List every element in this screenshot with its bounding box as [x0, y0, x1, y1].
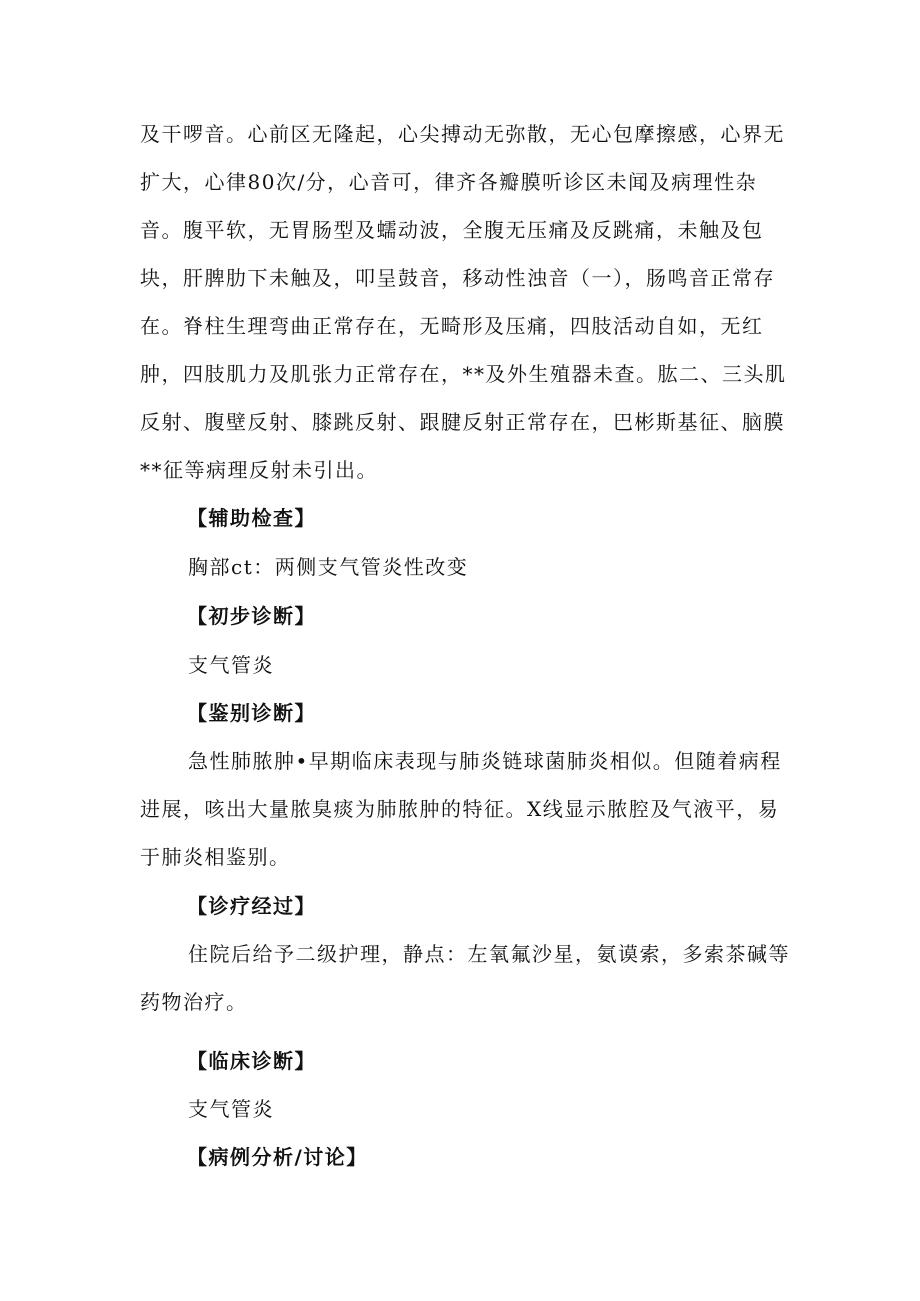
aux-exam-text: 胸部ct：两侧支气管炎性改变: [188, 555, 469, 579]
aux-exam-heading: 【辅助检查】: [187, 506, 316, 530]
physical-exam-paragraph: 及干啰音。心前区无隆起，心尖搏动无弥散，无心包摩擦感，心界无扩大，心律80次/分，心音可，律齐各瓣膜听诊区未闻及病理性杂音。腹平软，无胃肠型及蠕动波，全腹无压痛及反跳痛，未触及包块，肝脾肋下未触及，叩呈鼓音，移动性浊音（一），肠鸣音正常存在。脊柱生理弯曲正常存在，无畸形及压痛，四肢活动自如，无红肿，四肢肌力及肌张力正常存在，**及外生殖器未查。肱二、三头肌反射、腹壁反射、膝跳反射、跟腱反射正常存在，巴彬斯基征、脑膜**征等病理反射未引出。: [140, 122, 787, 482]
prelim-diagnosis-text: 支气管炎: [188, 653, 274, 677]
differential-diagnosis-text: 急性肺脓肿•早期临床表现与肺炎链球菌肺炎相似。但随着病程进展，咳出大量脓臭痰为肺脓肿的特征。X线显示脓腔及气液平，易于肺炎相鉴别。: [140, 749, 782, 869]
clinical-diagnosis-heading: 【临床诊断】: [187, 1049, 316, 1073]
clinical-diagnosis-text: 支气管炎: [188, 1097, 274, 1121]
differential-diagnosis-heading: 【鉴别诊断】: [187, 701, 316, 725]
treatment-text: 住院后给予二级护理，静点：左氧氟沙星，氨谟索，多索茶碱等药物治疗。: [140, 942, 790, 1014]
treatment-heading: 【诊疗经过】: [187, 894, 316, 918]
prelim-diagnosis-heading: 【初步诊断】: [187, 604, 316, 628]
case-analysis-heading: 【病例分析/讨论】: [187, 1145, 368, 1169]
